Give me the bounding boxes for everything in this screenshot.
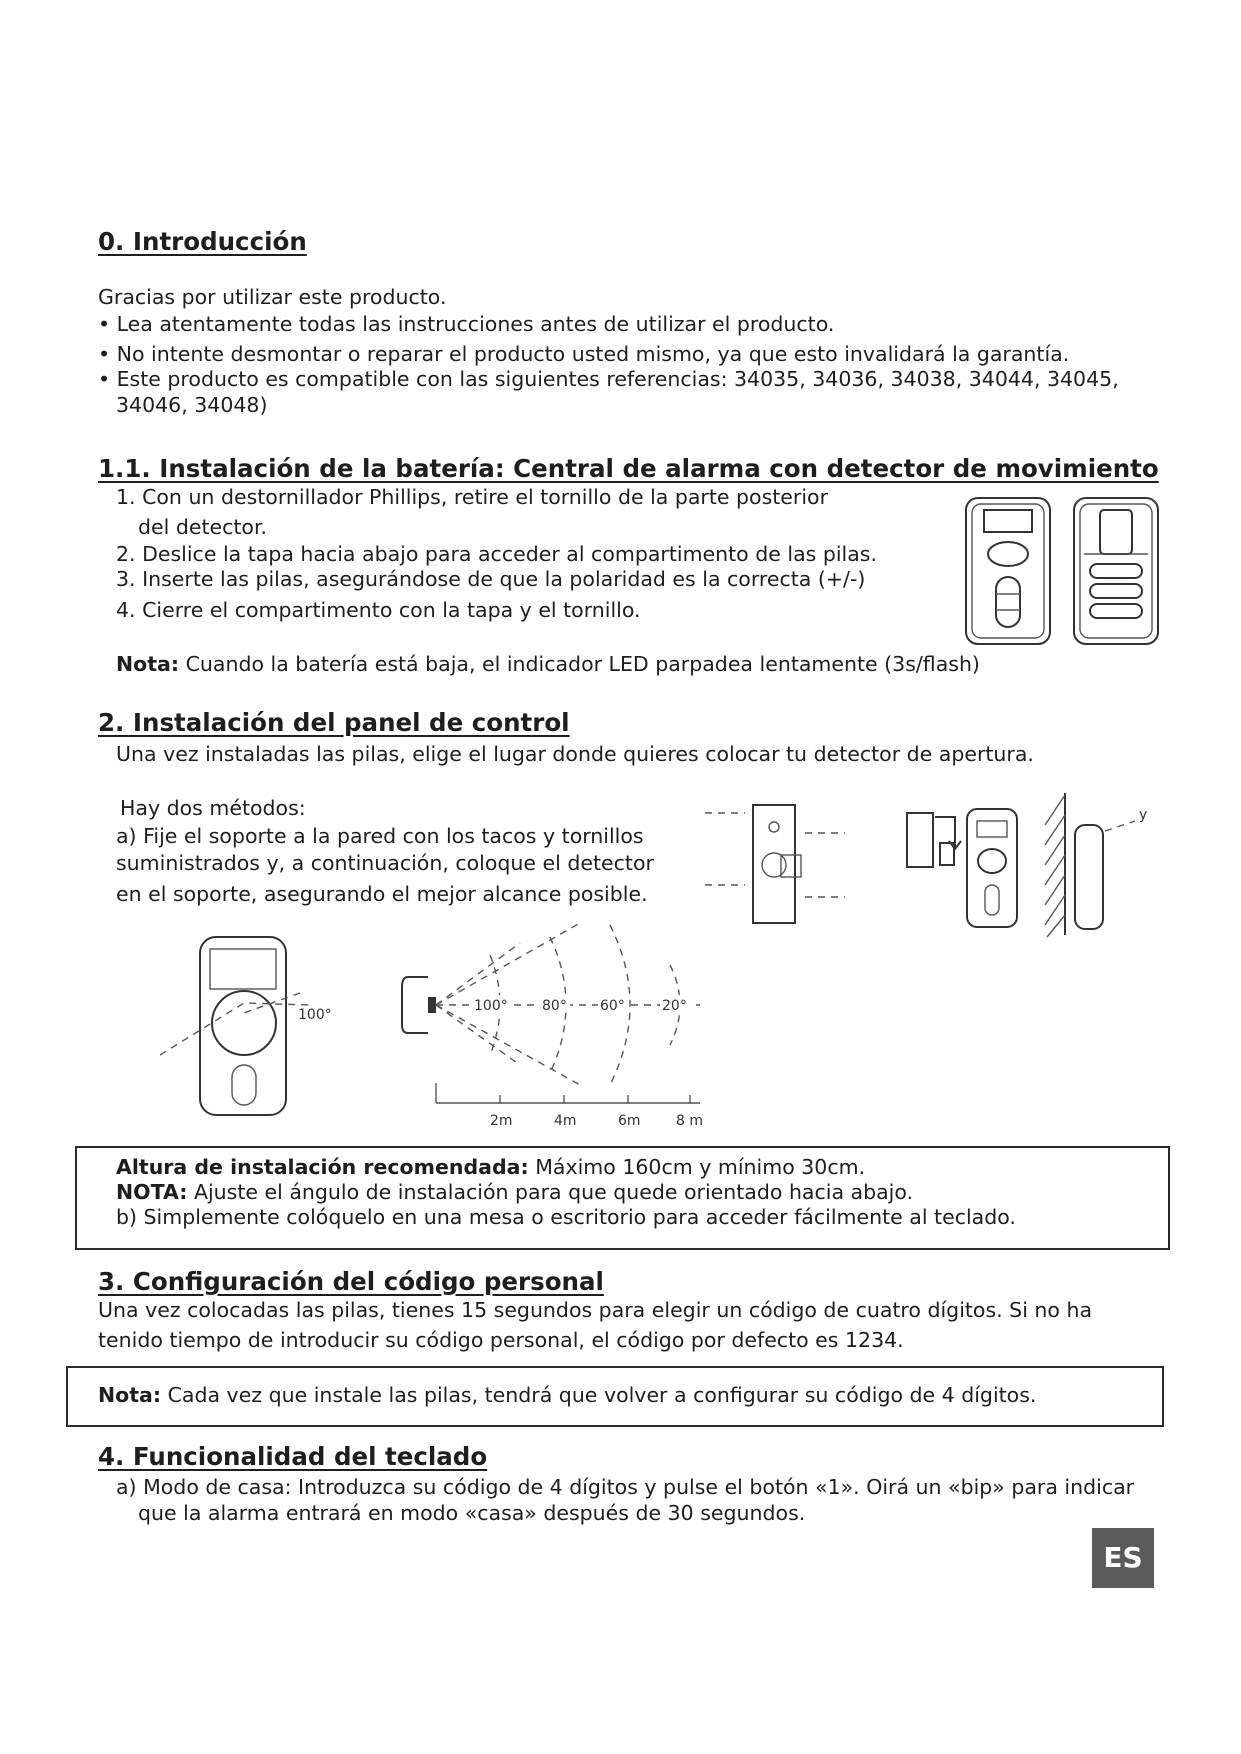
note-label: Nota: bbox=[116, 652, 180, 676]
battery-step: 3. Inserte las pilas, asegurándose de que la polaridad es la correcta (+/-) bbox=[116, 567, 866, 591]
distance-label: 6m bbox=[618, 1113, 641, 1129]
method-a-line: en el soporte, asegurando el mejor alcance posible. bbox=[116, 882, 648, 906]
angle-label: 60° bbox=[600, 998, 625, 1014]
side-angle-label: 100° bbox=[298, 1007, 332, 1023]
battery-heading: 1.1. Instalación de la batería: Central de alarma con detector de movimiento bbox=[98, 454, 1159, 483]
keypad-line: a) Modo de casa: Introduzca su código de 4 dígitos y pulse el botón «1». Oirá un «bip» para indicar bbox=[116, 1475, 1135, 1499]
angle-note-text: Ajuste el ángulo de instalación para que quede orientado hacia abajo. bbox=[187, 1180, 914, 1204]
methods-title: Hay dos métodos: bbox=[120, 796, 306, 820]
code-line: Una vez colocadas las pilas, tienes 15 segundos para elegir un código de cuatro dígitos. Si no ha bbox=[98, 1298, 1093, 1322]
intro-line: • Este producto es compatible con las siguientes referencias: 34035, 34036, 34038, 34044, 34045, bbox=[98, 367, 1119, 391]
note-text: Cuando la batería está baja, el indicador LED parpadea lentamente (3s/flash) bbox=[179, 652, 980, 676]
panel-intro: Una vez instaladas las pilas, elige el lugar donde quieres colocar tu detector de apertura. bbox=[116, 742, 1034, 766]
intro-heading: 0. Introducción bbox=[98, 227, 307, 256]
code-note bbox=[98, 1382, 1036, 1409]
battery-note bbox=[116, 651, 980, 678]
note-label: Nota: bbox=[98, 1383, 162, 1407]
keypad-line: que la alarma entrará en modo «casa» después de 30 segundos. bbox=[138, 1501, 806, 1525]
panel-heading: 2. Instalación del panel de control bbox=[98, 708, 570, 737]
coverage-diagram bbox=[160, 915, 720, 1135]
height-label: Altura de instalación recomendada: bbox=[116, 1155, 529, 1179]
height-line bbox=[116, 1154, 865, 1181]
distance-label: 8 m bbox=[676, 1113, 703, 1129]
angle-label: 100° bbox=[474, 998, 508, 1014]
intro-line: • No intente desmontar o reparar el producto usted mismo, ya que esto invalidará la garantía. bbox=[98, 342, 1070, 366]
distance-label: 2m bbox=[490, 1113, 513, 1129]
method-b-line: b) Simplemente colóquelo en una mesa o escritorio para acceder fácilmente al teclado. bbox=[116, 1205, 1016, 1229]
battery-step: 4. Cierre el compartimento con la tapa y el tornillo. bbox=[116, 598, 641, 622]
angle-label: 80° bbox=[542, 998, 567, 1014]
mounting-illustration bbox=[695, 785, 1175, 945]
intro-line: Gracias por utilizar este producto. bbox=[98, 285, 447, 309]
angle-label: 20° bbox=[662, 998, 687, 1014]
method-a-line: suministrados y, a continuación, coloque el detector bbox=[116, 851, 654, 875]
distance-label: 4m bbox=[554, 1113, 577, 1129]
method-a-line: a) Fije el soporte a la pared con los tacos y tornillos bbox=[116, 824, 644, 848]
sensor-lens bbox=[428, 997, 436, 1013]
language-tab: ES bbox=[1092, 1528, 1154, 1588]
height-text: Máximo 160cm y mínimo 30cm. bbox=[528, 1155, 866, 1179]
svg-text:y: y bbox=[1139, 807, 1148, 823]
battery-step: 1. Con un destornillador Phillips, retire el tornillo de la parte posterior bbox=[116, 485, 829, 509]
keypad-heading: 4. Funcionalidad del teclado bbox=[98, 1442, 488, 1471]
intro-line: • Lea atentamente todas las instrucciones antes de utilizar el producto. bbox=[98, 312, 835, 336]
code-line: tenido tiempo de introducir su código personal, el código por defecto es 1234. bbox=[98, 1328, 904, 1352]
intro-line: 34046, 34048) bbox=[116, 393, 268, 417]
battery-step: 2. Deslice la tapa hacia abajo para acceder al compartimento de las pilas. bbox=[116, 542, 877, 566]
battery-step: del detector. bbox=[138, 515, 268, 539]
code-heading: 3. Configuración del código personal bbox=[98, 1267, 604, 1296]
battery-illustration bbox=[960, 492, 1170, 652]
angle-note-label: NOTA: bbox=[116, 1180, 188, 1204]
angle-note-line bbox=[116, 1179, 913, 1206]
note-text: Cada vez que instale las pilas, tendrá que volver a configurar su código de 4 dígitos. bbox=[161, 1383, 1037, 1407]
